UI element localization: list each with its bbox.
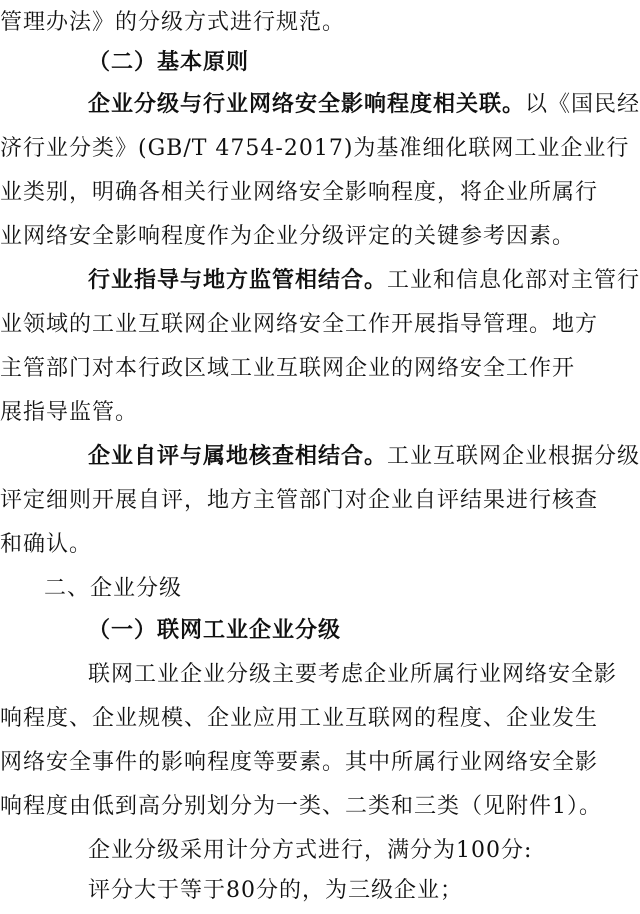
- line-text: 企业分级采用计分方式进行，满分为100分:: [88, 838, 533, 863]
- body-line: [0, 652, 640, 698]
- line-text: 主管部门对本行政区域工业互联网企业的网络安全工作开: [0, 356, 576, 381]
- section-heading: [0, 608, 640, 654]
- body-line: [0, 868, 640, 914]
- body-line: [0, 126, 640, 172]
- line-text: 业网络安全影响程度作为企业分级评定的关键参考因素。: [0, 224, 576, 249]
- body-line: [0, 82, 640, 128]
- body-line: [0, 302, 640, 348]
- body-line: [0, 170, 640, 216]
- line-text: 工业和信息化部对主管行: [387, 268, 640, 293]
- line-text: 管理办法》的分级方式进行规范。: [0, 10, 346, 35]
- line-text: 工业互联网企业根据分级: [387, 444, 640, 469]
- body-line: [0, 784, 640, 830]
- body-line: [0, 740, 640, 786]
- heading-text: 二、企业分级: [44, 576, 183, 601]
- line-text: 响程度由低到高分别划分为一类、二类和三类（见附件1）。: [0, 794, 602, 819]
- bold-lead: 企业分级与行业网络安全影响程度相关联。: [88, 92, 526, 117]
- bold-lead: 行业指导与地方监管相结合。: [88, 268, 388, 293]
- line-text: 展指导监管。: [0, 400, 139, 425]
- line-text: 评定细则开展自评，地方主管部门对企业自评结果进行核查: [0, 488, 599, 513]
- line-text: 评分大于等于80分的，为三级企业；: [88, 878, 463, 903]
- body-line: [0, 696, 640, 742]
- line-text: 业类别，明确各相关行业网络安全影响程度，将企业所属行: [0, 180, 599, 205]
- body-line: [0, 522, 640, 568]
- body-line: [0, 214, 640, 260]
- body-line: [0, 478, 640, 524]
- section-heading: [0, 40, 640, 86]
- line-text: 和确认。: [0, 532, 93, 557]
- line-text: 网络安全事件的影响程度等要素。其中所属行业网络安全影: [0, 750, 599, 775]
- body-line: [0, 434, 640, 480]
- line-text: 响程度、企业规模、企业应用工业互联网的程度、企业发生: [0, 706, 599, 731]
- body-line: [0, 346, 640, 392]
- chapter-heading: [0, 566, 640, 612]
- body-line: [0, 390, 640, 436]
- body-line: [0, 258, 640, 304]
- heading-text: （二）基本原则: [88, 50, 250, 75]
- line-text: 联网工业企业分级主要考虑企业所属行业网络安全影: [88, 662, 618, 687]
- line-text: 以《国民经: [525, 92, 640, 117]
- line-text: 济行业分类》(GB/T 4754-2017)为基准细化联网工业企业行: [0, 136, 630, 161]
- heading-text: （一）联网工业企业分级: [88, 618, 342, 643]
- line-text: 业领域的工业互联网企业网络安全工作开展指导管理。地方: [0, 312, 599, 337]
- bold-lead: 企业自评与属地核查相结合。: [88, 444, 388, 469]
